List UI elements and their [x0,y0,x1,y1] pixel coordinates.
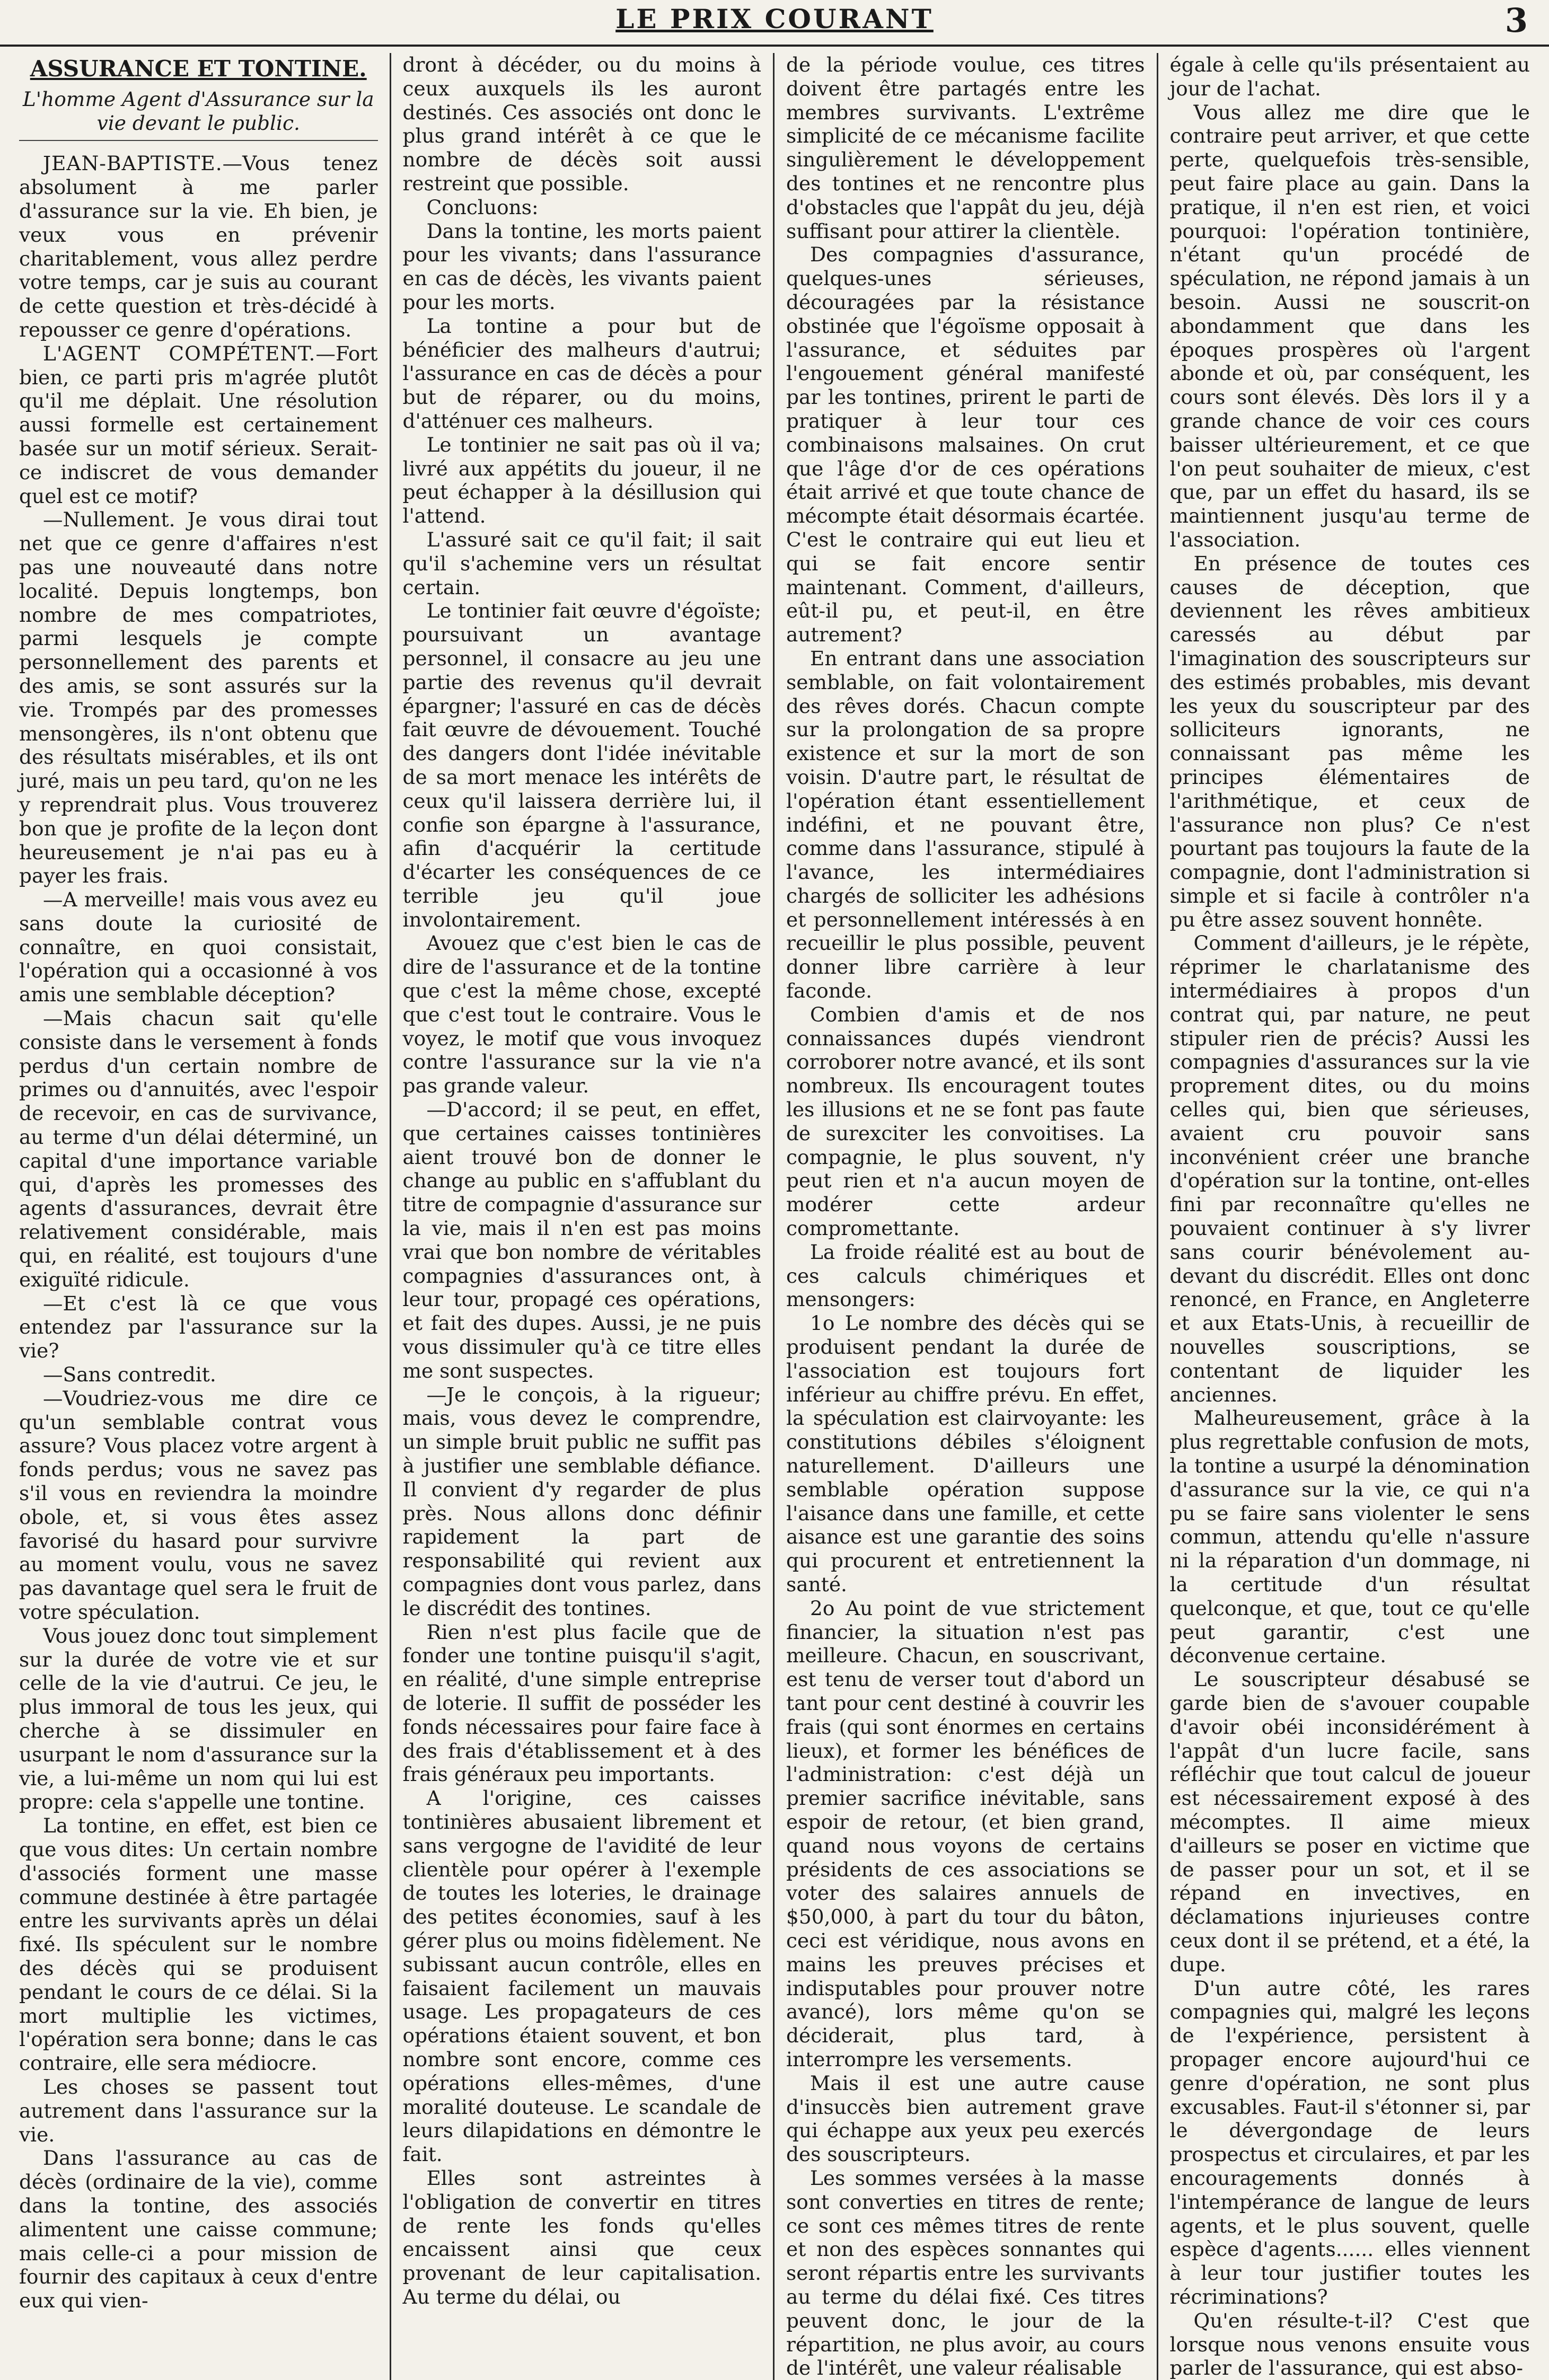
paragraph: —D'accord; il se peut, en effet, que certaines caisses tontinières aient trouvé bon de donner le change au public en s'affublant du titre de compagnie d'assurance sur la vie, mais il n'en est pas moins vrai que bon nombre de véritables compagnies d'assurances ont, à leur tour, propagé ces opérations, et fait des dupes. Aussi, je ne puis vous dissimuler qu'à ce titre elles me sont suspectes. [402,1098,761,1382]
paragraph: —Et c'est là ce que vous entendez par l'assurance sur la vie? [19,1291,378,1363]
column-2 [391,53,775,2380]
masthead: LE PRIX COURANT [615,3,934,34]
paragraph-text: —Vous tenez absolument à me parler d'assurance sur la vie. Eh bien, je veux vous en prévenir charitablement, vous allez perdre votre temps, car je suis au courant de cette question et très-décidé à repousser ce genre d'opérations. [19,152,378,341]
paragraph: Mais il est une autre cause d'insuccès bien autrement grave qui échappe aux yeux peu exercés des souscripteurs. [786,2071,1145,2166]
speaker-name: JEAN-BAPTISTE. [43,152,223,175]
paragraph: L'assuré sait ce qu'il fait; il sait qu'il s'achemine vers un résultat certain. [402,527,761,599]
column-1 [7,53,391,2380]
paragraph: Comment d'ailleurs, je le répète, réprimer le charlatanisme des intermédiaires à propos d'un contrat qui, par nature, ne peut stipuler rien de précis? Aussi les compagnies d'assurances sur la vie proprement dites, ou du moins celles qui, bien que sérieuses, avaient cru pouvoir sans inconvénient créer une branche d'opération sur la tontine, ont-elles fini par reconnaître qu'elles ne pouvaient continuer à s'y livrer sans courir bénévolement au-devant du discrédit. Elles ont donc renoncé, en France, en Angleterre et aux Etats-Unis, à recueillir de nouvelles souscriptions, se contentant de liquider les anciennes. [1169,931,1530,1406]
page-number: 3 [1504,1,1528,40]
paragraph: Malheureusement, grâce à la plus regrettable confusion de mots, la tontine a usurpé la dénomination d'assurance sur la vie, ce qui n'a pu se faire sans violenter le sens commun, attendu qu'elle n'assure ni la réparation d'un dommage, ni la certitude d'un résultat quelconque, et que, tout ce qu'elle peut garantir, c'est une déconvenue certaine. [1169,1406,1530,1668]
paragraph [19,342,378,508]
paragraph: 2o Au point de vue strictement financier, la situation n'est pas meilleure. Chacun, en souscrivant, est tenu de verser tout d'abord un tant pour cent destiné à couvrir les frais (qui sont énormes en certains lieux), et former les bénéfices de l'administration: c'est déjà un premier sacrifice inévitable, sans espoir de retour, (et bien grand, quand nous voyons de certains présidents de ces associations se voter des salaires annuels de $50,000, à part du tour du bâton, ceci est véridique, nous avons en mains les preuves précises et indisputables pour prouver notre avancé), lors même qu'on se déciderait, plus tard, à interrompre les versements. [786,1596,1145,2071]
paragraph: égale à celle qu'ils présentaient au jour de l'achat. [1169,53,1530,100]
paragraph-text: —Fort bien, ce parti pris m'agrée plutôt qu'il me déplait. Une résolution aussi formelle est certainement basée sur un motif sérieux. Serait-ce indiscret de vous demander quel est ce motif? [19,341,378,508]
paragraph: —Nullement. Je vous dirai tout net que ce genre d'affaires n'est pas une nouveauté dans notre localité. Depuis longtemps, bon nombre de mes compatriotes, parmi lesquels je compte personnellement des parents et des amis, se sont assurés sur la vie. Trompés par des promesses mensongères, ils n'ont obtenu que des résultats misérables, et ils ont juré, mais un peu tard, qu'on ne les y reprendrait plus. Vous trouverez bon que je profite de la leçon dont heureusement je n'ai pas eu à payer les frais. [19,508,378,888]
paragraph: Concluons: [426,195,539,219]
paragraph: Le souscripteur désabusé se garde bien de s'avouer coupable d'avoir obéi inconsidérément à l'appât d'un lucre facile, sans réfléchir que tout calcul de joueur est nécessairement exposé à des mécomptes. Il aime mieux d'ailleurs se poser en victime que de passer pour un sot, et il se répand en invectives, en déclamations injurieuses contre ceux dont il se prétend, et a été, la dupe. [1169,1668,1530,1976]
paragraph: En présence de toutes ces causes de déception, que deviennent les rêves ambitieux caressés au début par l'imagination des souscripteurs sur des estimés probables, mis devant les yeux du souscripteur par des solliciteurs ignorants, ne connaissant pas même les principes élémentaires de l'arithmétique, et ceux de l'assurance non plus? Ce n'est pourtant pas toujours la faute de la compagnie, dont l'administration si simple et si facile à contrôler n'a pu être assez souvent honnête. [1169,551,1530,931]
paragraph: D'un autre côté, les rares compagnies qui, malgré les leçons de l'expérience, persistent à propager encore aujourd'hui ce genre d'opération, ne sont plus excusables. Faut-il s'étonner si, par le dévergondage de leurs prospectus et circulaires, et par les encouragements donnés à l'intempérance de langue de leurs agents, et le plus souvent, quelle espèce d'agents...... elles viennent à leur tour justifier toutes les récriminations? [1169,1976,1530,2308]
paragraph: Elles sont astreintes à l'obligation de convertir en titres de rente les fonds qu'elles encaissent ainsi que ceux provenant de leur capitalisation. Au terme du délai, ou [402,2166,761,2308]
paragraph: Le tontinier ne sait pas où il va; livré aux appétits du joueur, il ne peut échapper à la désillusion qui l'attend. [402,433,761,528]
paragraph: En entrant dans une association semblable, on fait volontairement des rêves dorés. Chacun compte sur la prolongation de sa propre existence et sur la mort de son voisin. D'autre part, le résultat de l'opération étant essentiellement indéfini, et ne pouvant être, comme dans l'assurance, stipulé à l'avance, les intermédiaires chargés de solliciter les adhésions et personnellement intéressés à en recueillir le plus possible, peuvent donner libre carrière à leur faconde. [786,646,1145,1003]
paragraph: Des compagnies d'assurance, quelques-unes sérieuses, découragées par la résistance obstinée que l'égoïsme opposait à l'assurance, et séduites par l'engouement général manifesté par les tontines, prirent le parti de pratiquer à leur tour ces combinaisons malsaines. On crut que l'âge d'or de ces opérations était arrivé et que toute chance de mécompte était désormais écartée. C'est le contraire qui eut lieu et qui se fait encore sentir maintenant. Comment, d'ailleurs, eût-il pu, et peut-il, en être autrement? [786,243,1145,647]
article-title: ASSURANCE ET TONTINE. [30,56,367,82]
paragraph: Le tontinier fait œuvre d'égoïste; poursuivant un avantage personnel, il consacre au jeu une partie des revenus qu'il devrait épargner; l'assuré en cas de décès fait œuvre de dévouement. Touché des dangers dont l'idée inévitable de sa mort menace les intérêts de ceux qu'il laissera derrière lui, il confie son épargne à l'assurance, afin d'acquérir la certitude d'écarter les conséquences de ce terrible jeu qu'il joue involontairement. [402,599,761,931]
paragraph: La froide réalité est au bout de ces calculs chimériques et mensongers: [786,1240,1145,1311]
article-columns [7,53,1542,2380]
paragraph: Les choses se passent tout autrement dans l'assurance sur la vie. [19,2075,378,2146]
paragraph: Avouez que c'est bien le cas de dire de l'assurance et de la tontine que c'est la même chose, excepté que c'est tout le contraire. Vous le voyez, le motif que vous invoquez contre l'assurance sur la vie n'a pas grande valeur. [402,931,761,1098]
paragraph: A l'origine, ces caisses tontinières abusaient librement et sans vergogne de l'avidité de leur clientèle pour opérer à l'exemple de toutes les loteries, le drainage des petites économies, sauf à les gérer plus ou moins fidèlement. Ne subissant aucun contrôle, elles en faisaient facilement un mauvais usage. Les propagateurs de ces opérations étaient souvent, et bon nombre sont encore, comme ces opérations elles-mêmes, d'une moralité douteuse. Le scandale de leurs dilapidations en démontre le fait. [402,1786,761,2166]
paragraph: Dans la tontine, les morts paient pour les vivants; dans l'assurance en cas de décès, les vivants paient pour les morts. [402,219,761,314]
paragraph: Les sommes versées à la masse sont converties en titres de rente; ce sont ces mêmes titres de rente et non des espèces sonnantes qui seront répartis entre les survivants au terme du délai fixé. Ces titres peuvent donc, le jour de la répartition, ne plus avoir, au cours de l'intérêt, une valeur réalisable [786,2166,1145,2380]
column-3 [774,53,1158,2380]
paragraph: —Voudriez-vous me dire ce qu'un semblable contrat vous assure? Vous placez votre argent à fonds perdus; vous ne savez pas s'il vous en reviendra la moindre obole, et, si vous êtes assez favorisé du hasard pour survivre au moment voulu, vous ne savez pas davantage quel sera le fruit de votre spéculation. [19,1386,378,1624]
column-4 [1158,53,1542,2380]
paragraph [19,152,378,341]
paragraph: Vous jouez donc tout simplement sur la durée de votre vie et sur celle de la vie d'autrui. Ce jeu, le plus immoral de tous les jeux, qui cherche à se dissimuler en usurpant le nom d'assurance sur la vie, a lui-même un nom qui lui est propre: cela s'appelle une tontine. [19,1624,378,1814]
page-header [0,0,1549,47]
paragraph: —Mais chacun sait qu'elle consiste dans le versement à fonds perdus d'un certain nombre de primes ou d'annuités, avec l'espoir de recevoir, en cas de survivance, au terme d'un délai déterminé, un capital d'une importance variable qui, d'après les promesses des agents d'assurances, devrait être relativement considérable, mais qui, en réalité, est toujours d'une exiguïté ridicule. [19,1007,378,1291]
paragraph: Rien n'est plus facile que de fonder une tontine puisqu'il s'agit, en réalité, d'une simple entreprise de loterie. Il suffit de posséder les fonds nécessaires pour faire face à des frais d'établissement et à des frais généraux peu importants. [402,1620,761,1786]
speaker-name: L'AGENT COMPÉTENT. [43,341,316,365]
paragraph: —Sans contredit. [43,1363,216,1387]
paragraph: de la période voulue, ces titres doivent être partagés entre les membres survivants. L'extrême simplicité de ce mécanisme facilite singulièrement le développement des tontines et ne rencontre plus d'obstacles que l'appât du jeu, déjà suffisant pour attirer la clientèle. [786,53,1145,243]
paragraph: 1o Le nombre des décès qui se produisent pendant la durée de l'association est toujours fort inférieur au chiffre prévu. En effet, la spéculation est clairvoyante: les constitutions débiles s'éloignent naturellement. D'ailleurs une semblable opération suppose l'aisance dans une famille, et cette aisance est une garantie des soins qui procurent et entretiennent la santé. [786,1311,1145,1596]
paragraph: —A merveille! mais vous avez eu sans doute la curiosité de connaître, en quoi consistait, l'opération qui a occasionné à vos amis une semblable déception? [19,888,378,1007]
paragraph: —Je le conçois, à la rigueur; mais, vous devez le comprendre, un simple bruit public ne suffit pas à justifier une semblable défiance. Il convient d'y regarder de plus près. Nous allons donc définir rapidement la part de responsabilité qui revient aux compagnies dont vous parlez, dans le discrédit des tontines. [402,1382,761,1620]
paragraph: Vous allez me dire que le contraire peut arriver, et que cette perte, quelquefois très-sensible, peut faire place au gain. Dans la pratique, il n'en est rien, et voici pourquoi: l'opération tontinière, n'étant qu'un procédé de spéculation, ne répond jamais à un besoin. Aussi ne souscrit-on abondamment que dans les époques prospères où l'argent abonde et où, par conséquent, les cours sont élevés. Dès lors il y a grande chance de voir ces cours baisser ultérieurement, et ce que l'on peut souhaiter de mieux, c'est que, par un effet du hasard, ils se maintiennent jusqu'au terme de l'association. [1169,100,1530,551]
paragraph: La tontine a pour but de bénéficier des malheurs d'autrui; l'assurance en cas de décès a pour but de réparer, ou du moins, d'atténuer ces malheurs. [402,314,761,433]
paragraph: Dans l'assurance au cas de décès (ordinaire de la vie), comme dans la tontine, des associés alimentent une caisse commune; mais celle-ci a pour mission de fournir des capitaux à ceux d'entre eux qui vien- [19,2146,378,2313]
paragraph: Qu'en résulte-t-il? C'est que lorsque nous venons ensuite vous parler de l'assurance, qui est abso- [1169,2308,1530,2380]
article-subtitle: L'homme Agent d'Assurance sur la vie devant le public. [19,87,378,142]
paragraph: dront à décéder, ou du moins à ceux auxquels ils les auront destinés. Ces associés ont donc le plus grand intérêt à ce que le nombre de décès soit aussi restreint que possible. [402,53,761,195]
paragraph: La tontine, en effet, est bien ce que vous dites: Un certain nombre d'associés forment une masse commune destinée à être partagée entre les survivants après un délai fixé. Ils spéculent sur le nombre des décès qui se produisent pendant le cours de ce délai. Si la mort multiplie les victimes, l'opération sera bonne; dans le cas contraire, elle sera médiocre. [19,1814,378,2075]
paragraph: Combien d'amis et de nos connaissances dupés viendront corroborer notre avancé, et ils sont nombreux. Ils encouragent toutes les illusions et ne se font pas faute de surexciter les convoitises. La compagnie, le plus souvent, n'y peut rien et n'a aucun moyen de modérer cette ardeur compromettante. [786,1002,1145,1240]
